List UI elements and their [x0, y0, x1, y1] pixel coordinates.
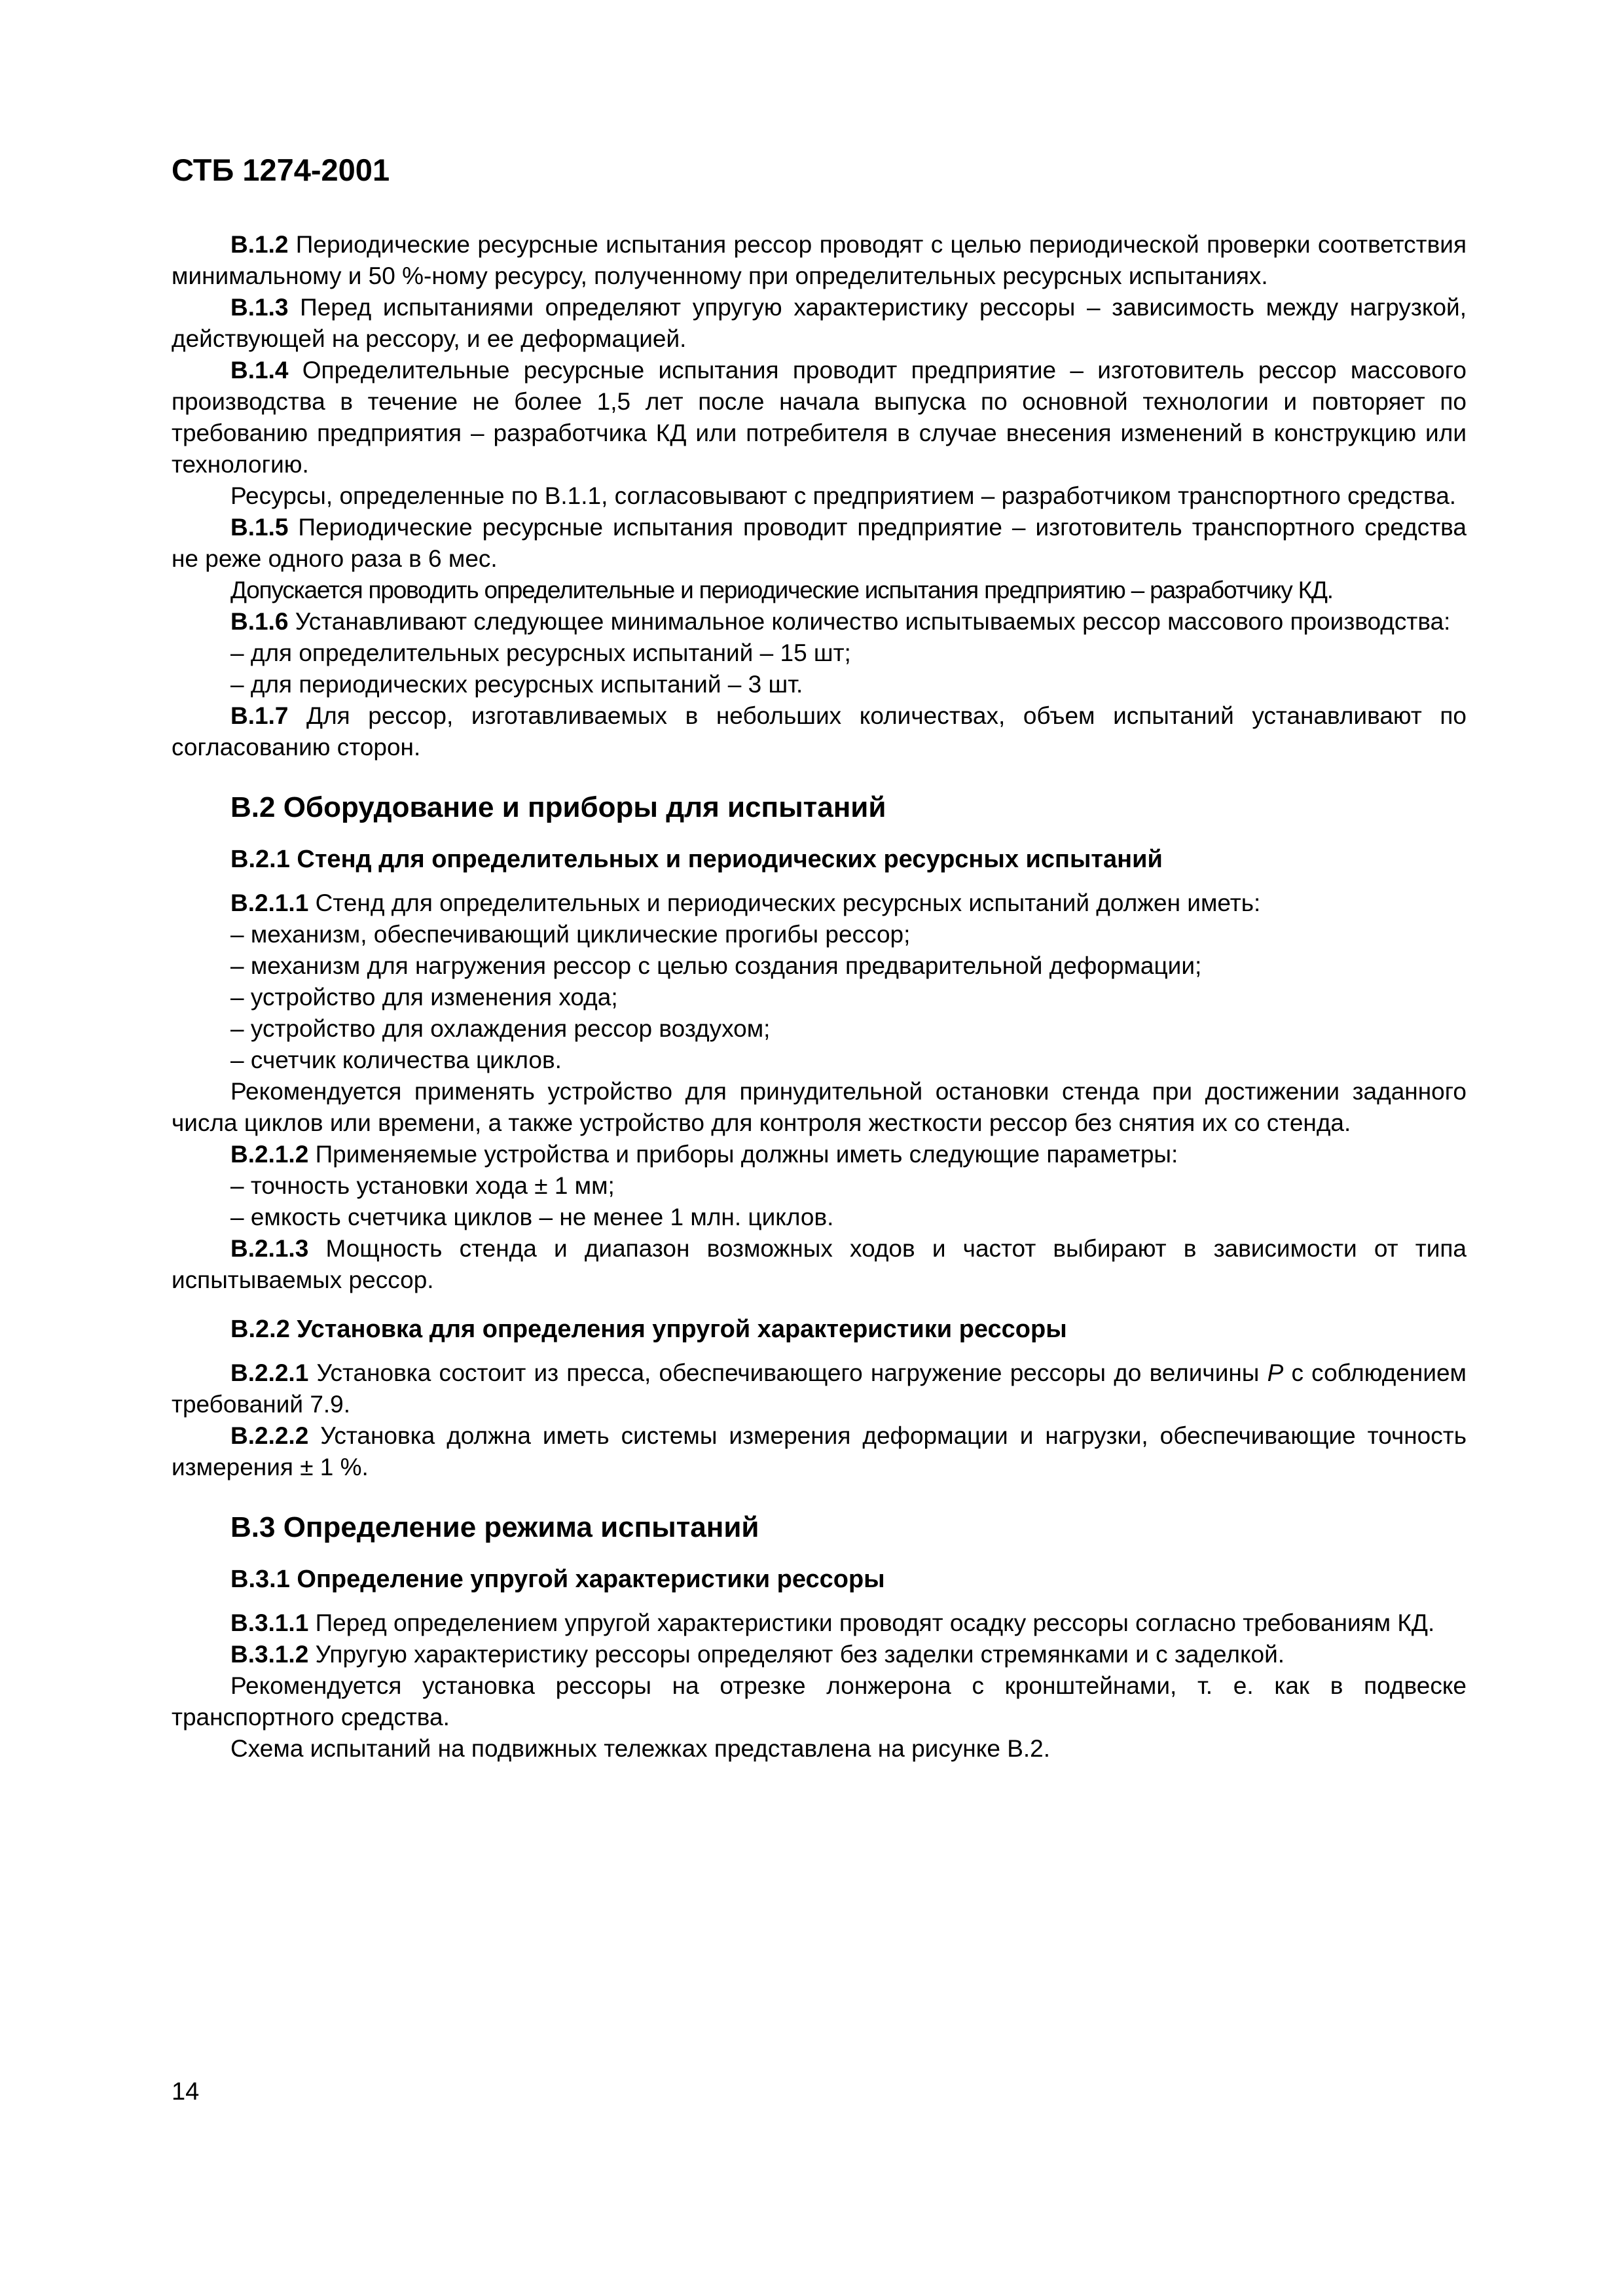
- clause-b-2-1-2: [172, 1139, 1467, 1170]
- clause-number: В.3.1.1: [230, 1609, 309, 1636]
- clause-b-3-1-1: [172, 1607, 1467, 1639]
- clause-number: В.1.3: [230, 294, 289, 321]
- list-item: – для периодических ресурсных испытаний – 3 шт.: [230, 671, 803, 698]
- clause-text: с соблюдением требований 7.9.: [172, 1359, 1467, 1418]
- clause-b-3-1-2: [172, 1639, 1467, 1670]
- clause-number: В.2.2.1: [230, 1359, 309, 1386]
- clause-b-1-2: [172, 229, 1467, 292]
- subsection-heading-b-3-1: В.3.1 Определение упругой характеристики рессоры: [230, 1566, 885, 1593]
- clause-text: Стенд для определительных и периодических ресурсных испытаний должен иметь:: [308, 889, 1261, 916]
- clause-text: Устанавливают следующее минимальное количество испытываемых рессор массового производства:: [288, 608, 1451, 635]
- clause-text: Периодические ресурсные испытания рессор проводят с целью периодической проверки соответствия минимальному и 50 %-ному ресурсу, полученному при определительных ресурсных испытаниях.: [172, 231, 1467, 289]
- clause-text: Перед испытаниями определяют упругую характеристику рессоры – зависимость между нагрузкой, действующей на рессору, и ее деформацией.: [172, 294, 1467, 352]
- clause-text: Периодические ресурсные испытания проводит предприятие – изготовитель транспортного средства не реже одного раза в 6 мес.: [172, 514, 1467, 572]
- clause-number: В.2.2.2: [230, 1422, 309, 1449]
- clause-text: Установка состоит из пресса, обеспечивающего нагружение рессоры до величины: [308, 1359, 1267, 1386]
- clause-b-2-1-1: [172, 888, 1467, 919]
- page-number: 14: [172, 2078, 200, 2106]
- clause-text: Упругую характеристику рессоры определяют без заделки стремянками и с заделкой.: [308, 1641, 1285, 1668]
- clause-number: В.3.1.2: [230, 1641, 309, 1668]
- clause-text: Перед определением упругой характеристики проводят осадку рессоры согласно требованиям КД.: [308, 1609, 1435, 1636]
- list-item: – емкость счетчика циклов – не менее 1 млн. циклов.: [230, 1204, 834, 1230]
- list-item: – механизм, обеспечивающий циклические прогибы рессор;: [230, 921, 911, 948]
- clause-b-1-3: [172, 292, 1467, 355]
- document-code-header: СТБ 1274-2001: [172, 152, 390, 187]
- variable-symbol: P: [1267, 1359, 1284, 1386]
- list-item: – устройство для изменения хода;: [230, 984, 618, 1011]
- document-body: [172, 229, 1467, 1765]
- clause-number: В.1.5: [230, 514, 289, 541]
- clause-b-1-5-note: Допускается проводить определительные и периодические испытания предприятию – разработчику КД.: [230, 577, 1333, 603]
- clause-text: Применяемые устройства и приборы должны иметь следующие параметры:: [308, 1141, 1178, 1168]
- clause-text: Для рессор, изготавливаемых в небольших количествах, объем испытаний устанавливают по согласованию сторон.: [172, 702, 1467, 761]
- clause-b-1-4-note: Ресурсы, определенные по В.1.1, согласовывают с предприятием – разработчиком транспортного средства.: [230, 482, 1457, 509]
- section-heading-b-2: В.2 Оборудование и приборы для испытаний: [230, 791, 886, 823]
- clause-number: В.1.2: [230, 231, 289, 258]
- clause-text: Определительные ресурсные испытания проводит предприятие – изготовитель рессор массового производства в течение не более 1,5 лет после начала выпуска по основной технологии и повторяет по требованию предприятия – разработчика КД или потребителя в случае внесения изменений в конструкцию или технологию.: [172, 357, 1467, 478]
- clause-b-1-5: [172, 512, 1467, 575]
- subsection-heading-b-2-1: В.2.1 Стенд для определительных и периодических ресурсных испытаний: [230, 846, 1163, 873]
- clause-b-2-1-3: [172, 1233, 1467, 1296]
- clause-b-1-4: [172, 355, 1467, 480]
- list-item: – точность установки хода ± 1 мм;: [230, 1172, 615, 1199]
- clause-b-2-2-1: [172, 1357, 1467, 1420]
- clause-b-2-2-2: [172, 1420, 1467, 1483]
- clause-number: В.2.1.3: [230, 1235, 309, 1262]
- clause-b-3-1-2-note-1: Рекомендуется установка рессоры на отрезке лонжерона с кронштейнами, т. е. как в подвеске транспортного средства.: [172, 1672, 1467, 1731]
- clause-number: В.1.6: [230, 608, 289, 635]
- section-heading-b-3: В.3 Определение режима испытаний: [230, 1511, 759, 1543]
- clause-text: Мощность стенда и диапазон возможных ходов и частот выбирают в зависимости от типа испытываемых рессор.: [172, 1235, 1467, 1293]
- clause-b-1-6: [172, 606, 1467, 637]
- clause-number: В.1.7: [230, 702, 289, 729]
- list-item: – механизм для нагружения рессор с целью создания предварительной деформации;: [230, 952, 1202, 979]
- clause-text: Установка должна иметь системы измерения деформации и нагрузки, обеспечивающие точность измерения ± 1 %.: [172, 1422, 1467, 1480]
- clause-number: В.2.1.1: [230, 889, 309, 916]
- subsection-heading-b-2-2: В.2.2 Установка для определения упругой характеристики рессоры: [230, 1316, 1067, 1343]
- list-item: – устройство для охлаждения рессор воздухом;: [230, 1015, 771, 1042]
- clause-b-3-1-2-note-2: Схема испытаний на подвижных тележках представлена на рисунке В.2.: [230, 1735, 1051, 1762]
- clause-number: В.2.1.2: [230, 1141, 309, 1168]
- clause-b-1-7: [172, 700, 1467, 763]
- clause-b-2-1-1-note: Рекомендуется применять устройство для принудительной остановки стенда при достижении заданного числа циклов или времени, а также устройство для контроля жесткости рессор без снятия их со стенда.: [172, 1078, 1467, 1136]
- clause-number: В.1.4: [230, 357, 289, 384]
- list-item: – для определительных ресурсных испытаний – 15 шт;: [230, 639, 851, 666]
- list-item: – счетчик количества циклов.: [230, 1047, 562, 1073]
